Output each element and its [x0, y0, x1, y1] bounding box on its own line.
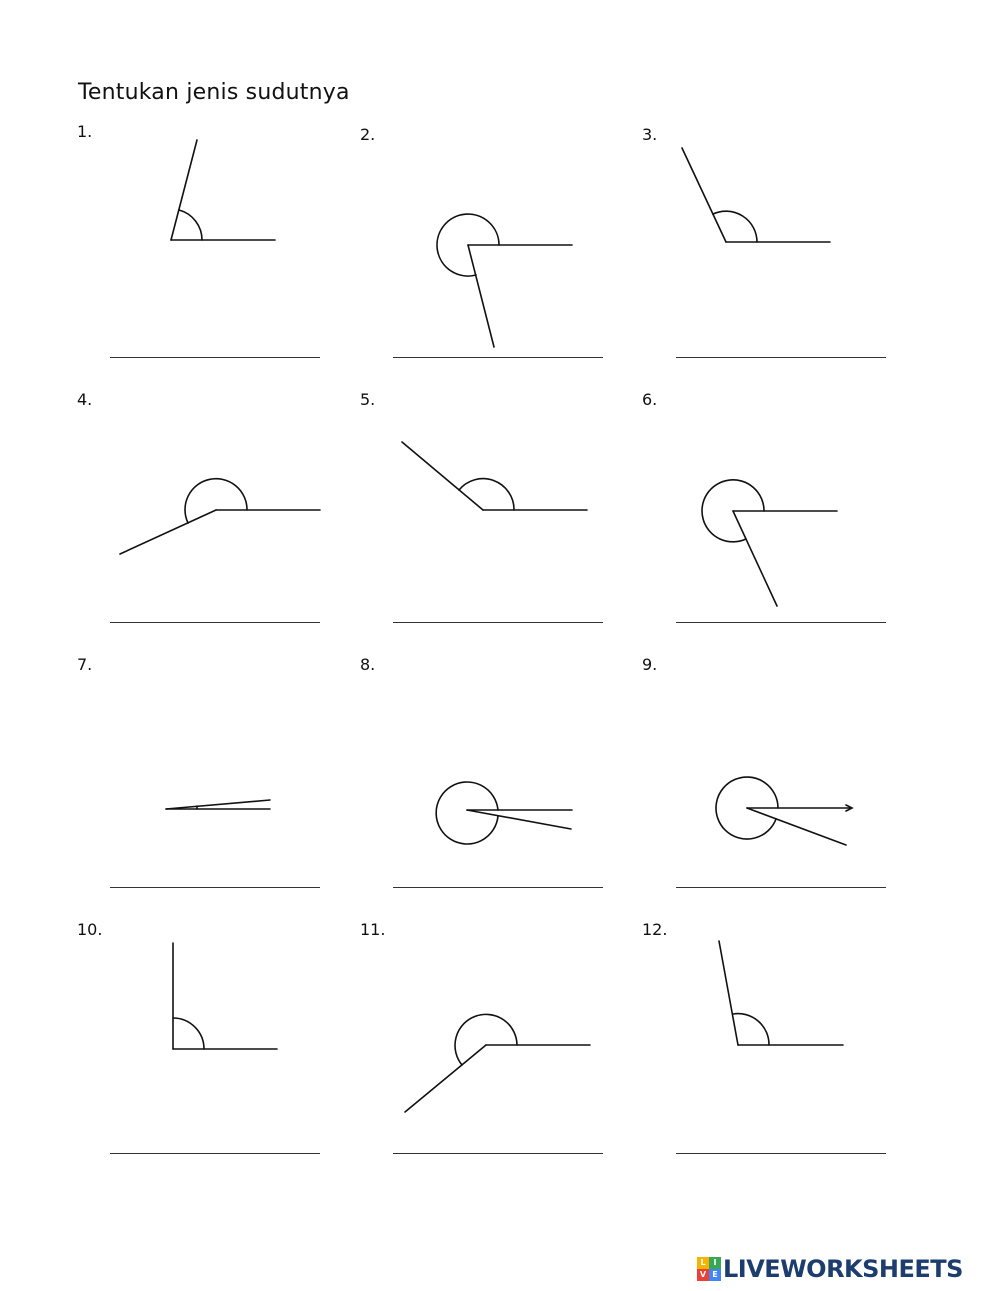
logo-mark-icon: [697, 1257, 721, 1281]
item-number-8: 8.: [360, 655, 376, 674]
angle-figure-7: [166, 800, 270, 809]
angle-figure-9: [716, 777, 852, 845]
item-number-1: 1.: [77, 122, 93, 141]
angle-figure-11: [405, 1014, 590, 1112]
angle-figure-6: [702, 480, 837, 606]
worksheet-title: Tentukan jenis sudutnya: [78, 80, 350, 105]
logo-mark-letter-v: V: [697, 1269, 709, 1281]
item-number-5: 5.: [360, 390, 376, 409]
liveworksheets-logo: [697, 1252, 963, 1286]
angle-figure-12: [719, 941, 843, 1045]
logo-text: LIVEWORKSHEETS: [723, 1255, 963, 1283]
angle-figure-5: [402, 442, 587, 510]
logo-mark-letter-i: I: [709, 1257, 721, 1269]
item-number-11: 11.: [360, 920, 386, 939]
item-number-4: 4.: [77, 390, 93, 409]
item-number-9: 9.: [642, 655, 658, 674]
item-number-3: 3.: [642, 125, 658, 144]
angle-figure-1: [171, 140, 275, 240]
item-number-12: 12.: [642, 920, 668, 939]
angle-figure-10: [173, 943, 277, 1049]
item-number-6: 6.: [642, 390, 658, 409]
logo-mark-letter-e: E: [709, 1269, 721, 1281]
item-number-10: 10.: [77, 920, 103, 939]
angle-figure-4: [120, 479, 320, 554]
angle-figure-8: [436, 782, 572, 844]
angle-figure-3: [682, 148, 830, 242]
item-number-7: 7.: [77, 655, 93, 674]
item-number-2: 2.: [360, 125, 376, 144]
angle-figure-2: [437, 214, 572, 347]
logo-mark-letter-l: L: [697, 1257, 709, 1269]
